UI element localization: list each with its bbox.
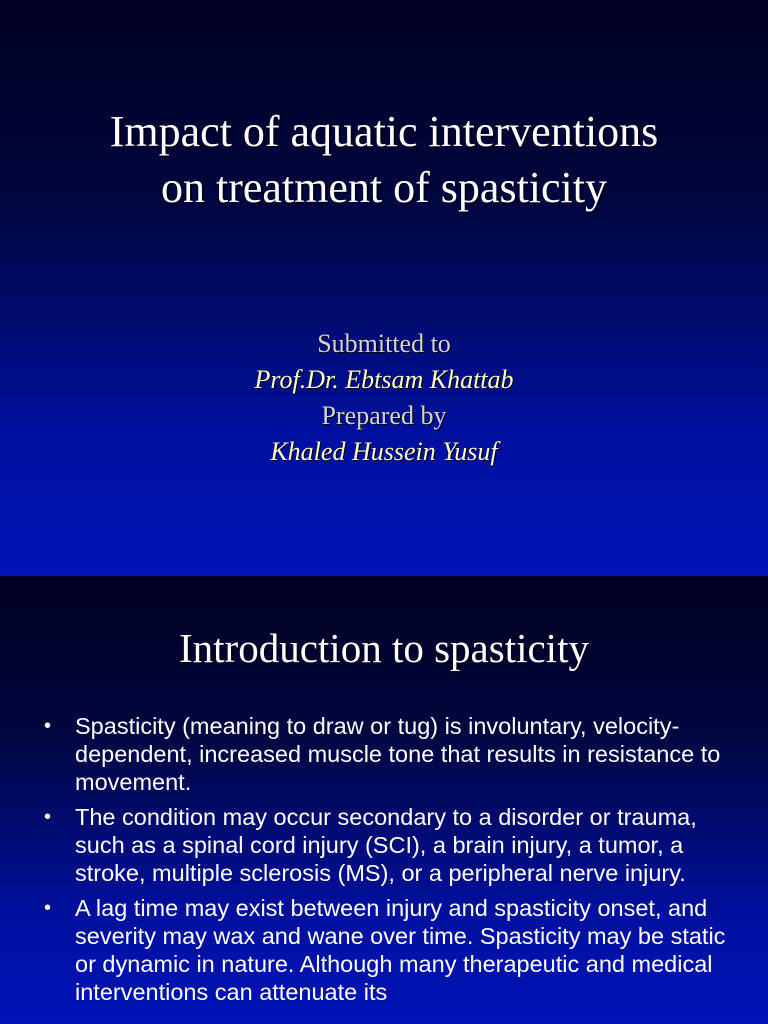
author-name: Khaled Hussein Yusuf <box>270 437 498 466</box>
bullet-item <box>44 894 734 1006</box>
introduction-slide <box>0 576 768 1024</box>
bullet-item <box>44 803 734 887</box>
title-line-1: Impact of aquatic interventions <box>109 107 659 156</box>
bullet-text: A lag time may exist between injury and spasticity onset, and severity may wax and wane over time. Spasticity may be static or dynamic in nature. Although many therapeutic and medical interventions can attenuate its <box>75 895 726 1005</box>
bullet-item <box>44 712 734 796</box>
bullet-text: Spasticity (meaning to draw or tug) is involuntary, velocity-dependent, increased muscle tone that results in resistance to movement. <box>75 713 721 795</box>
title-line-2: on treatment of spasticity <box>161 163 607 212</box>
bullet-text: The condition may occur secondary to a disorder or trauma, such as a spinal cord injury (SCI), a brain injury, a tumor, a stroke, multiple sclerosis (MS), or a peripheral nerve injury. <box>75 804 697 886</box>
supervisor-name: Prof.Dr. Ebtsam Khattab <box>254 365 514 394</box>
bullet-marker: • <box>44 897 52 919</box>
slide-title <box>0 104 768 216</box>
prepared-by-label: Prepared by <box>321 401 447 430</box>
bullet-list <box>44 712 734 1013</box>
credits-block <box>0 326 768 470</box>
bullet-marker: • <box>44 715 52 737</box>
slide-title: Introduction to spasticity <box>179 625 589 671</box>
bullet-marker: • <box>44 806 52 828</box>
submitted-to-label: Submitted to <box>317 329 451 358</box>
